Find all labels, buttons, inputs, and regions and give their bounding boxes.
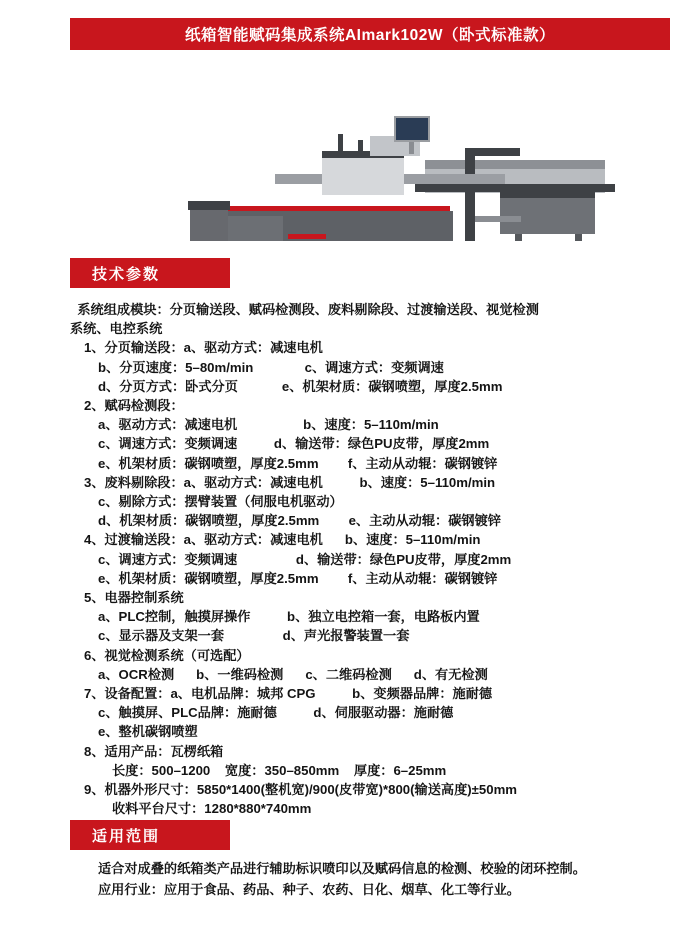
machine-panel bbox=[223, 216, 283, 241]
machine-post bbox=[358, 140, 363, 154]
tech-spec-line: 6、视觉检测系统（可选配） bbox=[84, 647, 250, 663]
page-title-bar bbox=[70, 18, 670, 50]
tech-spec-line: 8、适用产品：瓦楞纸箱 bbox=[84, 743, 224, 759]
tech-spec-list bbox=[70, 300, 670, 818]
tech-spec-line: a、PLC控制，触摸屏操作 b、独立电控箱一套，电路板内置 bbox=[98, 609, 480, 625]
scope-paragraph-1: 适合对成叠的纸箱类产品进行辅助标识喷印以及赋码信息的检测、校验的闭环控制。 bbox=[98, 861, 586, 876]
tech-spec-line: 7、设备配置：a、电机品牌：城邦 CPG b、变频器品牌：施耐德 bbox=[84, 686, 493, 702]
tech-spec-line: b、分页速度：5–80m/min c、调速方式：变频调速 bbox=[98, 359, 444, 375]
tech-spec-line: 2、赋码检测段： bbox=[84, 398, 184, 414]
tech-spec-line: 系统、电控系统 bbox=[70, 321, 163, 337]
tech-spec-line: c、调速方式：变频调速 d、输送带：绿色PU皮带，厚度2mm bbox=[98, 436, 490, 452]
tech-spec-line: c、显示器及支架一套 d、声光报警装置一套 bbox=[98, 628, 410, 644]
tech-spec-line: c、调速方式：变频调速 d、输送带：绿色PU皮带，厚度2mm bbox=[98, 551, 512, 567]
tech-spec-line: 长度：500–1200 宽度：350–850mm 厚度：6–25mm bbox=[112, 762, 447, 778]
tech-spec-line: 5、电器控制系统 bbox=[84, 590, 184, 606]
section-heading-tech-label: 技术参数 bbox=[92, 265, 161, 283]
tech-spec-line: a、驱动方式：减速电机 b、速度：5–110m/min bbox=[98, 417, 439, 433]
machine-part bbox=[425, 160, 605, 169]
tech-spec-line: e、机架材质：碳钢喷塑，厚度2.5mm f、主动从动辊：碳钢镀锌 bbox=[98, 570, 498, 586]
scope-paragraph-2: 应用行业：应用于食品、药品、种子、农药、日化、烟草、化工等行业。 bbox=[98, 882, 520, 897]
section-heading-tech bbox=[70, 258, 230, 288]
tech-spec-line: c、触摸屏、PLC品牌：施耐德 d、伺服驱动器：施耐德 bbox=[98, 705, 454, 721]
tech-spec-line: 3、废料剔除段：a、驱动方式：减速电机 b、速度：5–110m/min bbox=[84, 474, 496, 490]
tech-spec-line: e、机架材质：碳钢喷塑，厚度2.5mm f、主动从动辊：碳钢镀锌 bbox=[98, 455, 498, 471]
product-photo bbox=[70, 56, 670, 241]
tech-spec-line: a、OCR检测 b、一维码检测 c、二维码检测 d、有无检测 bbox=[98, 666, 488, 682]
machine-part bbox=[415, 184, 615, 192]
machine-logo bbox=[288, 234, 326, 239]
scope-text-block bbox=[70, 858, 670, 900]
tech-spec-line: 收料平台尺寸：1280*880*740mm bbox=[112, 801, 312, 817]
tech-spec-line: 4、过渡输送段：a、驱动方式：减速电机 b、速度：5–110m/min bbox=[84, 532, 481, 548]
tech-spec-line: e、整机碳钢喷塑 bbox=[98, 724, 198, 740]
machine-illustration bbox=[70, 56, 670, 241]
tech-spec-line: d、机架材质：碳钢喷塑，厚度2.5mm e、主动从动辊：碳钢镀锌 bbox=[98, 513, 501, 529]
machine-part bbox=[188, 201, 230, 210]
section-heading-scope bbox=[70, 820, 230, 850]
machine-part bbox=[500, 192, 595, 198]
machine-leg bbox=[575, 234, 582, 241]
tech-spec-line: d、分页方式：卧式分页 e、机架材质：碳钢喷塑，厚度2.5mm bbox=[98, 378, 503, 394]
tech-spec-line: 系统组成模块：分页输送段、赋码检测段、废料剔除段、过渡输送段、视觉检测 bbox=[70, 302, 539, 317]
machine-frame bbox=[465, 148, 475, 241]
machine-part bbox=[190, 210, 228, 241]
section-heading-scope-label: 适用范围 bbox=[92, 827, 161, 845]
machine-post bbox=[338, 134, 343, 154]
tech-spec-line: 9、机器外形尺寸：5850*1400(整机宽)/900(皮带宽)*800(输送高度)±50mm bbox=[84, 782, 518, 798]
page-title: 纸箱智能赋码集成系统AImark102W（卧式标准款） bbox=[184, 27, 556, 44]
tech-spec-line: 1、分页输送段：a、驱动方式：减速电机 bbox=[84, 340, 323, 356]
machine-part bbox=[500, 192, 595, 234]
machine-frame bbox=[465, 148, 520, 156]
monitor-stand bbox=[409, 142, 414, 154]
hmi-screen bbox=[394, 116, 430, 142]
machine-leg bbox=[515, 234, 522, 241]
machine-part bbox=[475, 216, 521, 222]
tech-spec-line: c、剔除方式：摆臂装置（伺服电机驱动） bbox=[98, 494, 343, 510]
